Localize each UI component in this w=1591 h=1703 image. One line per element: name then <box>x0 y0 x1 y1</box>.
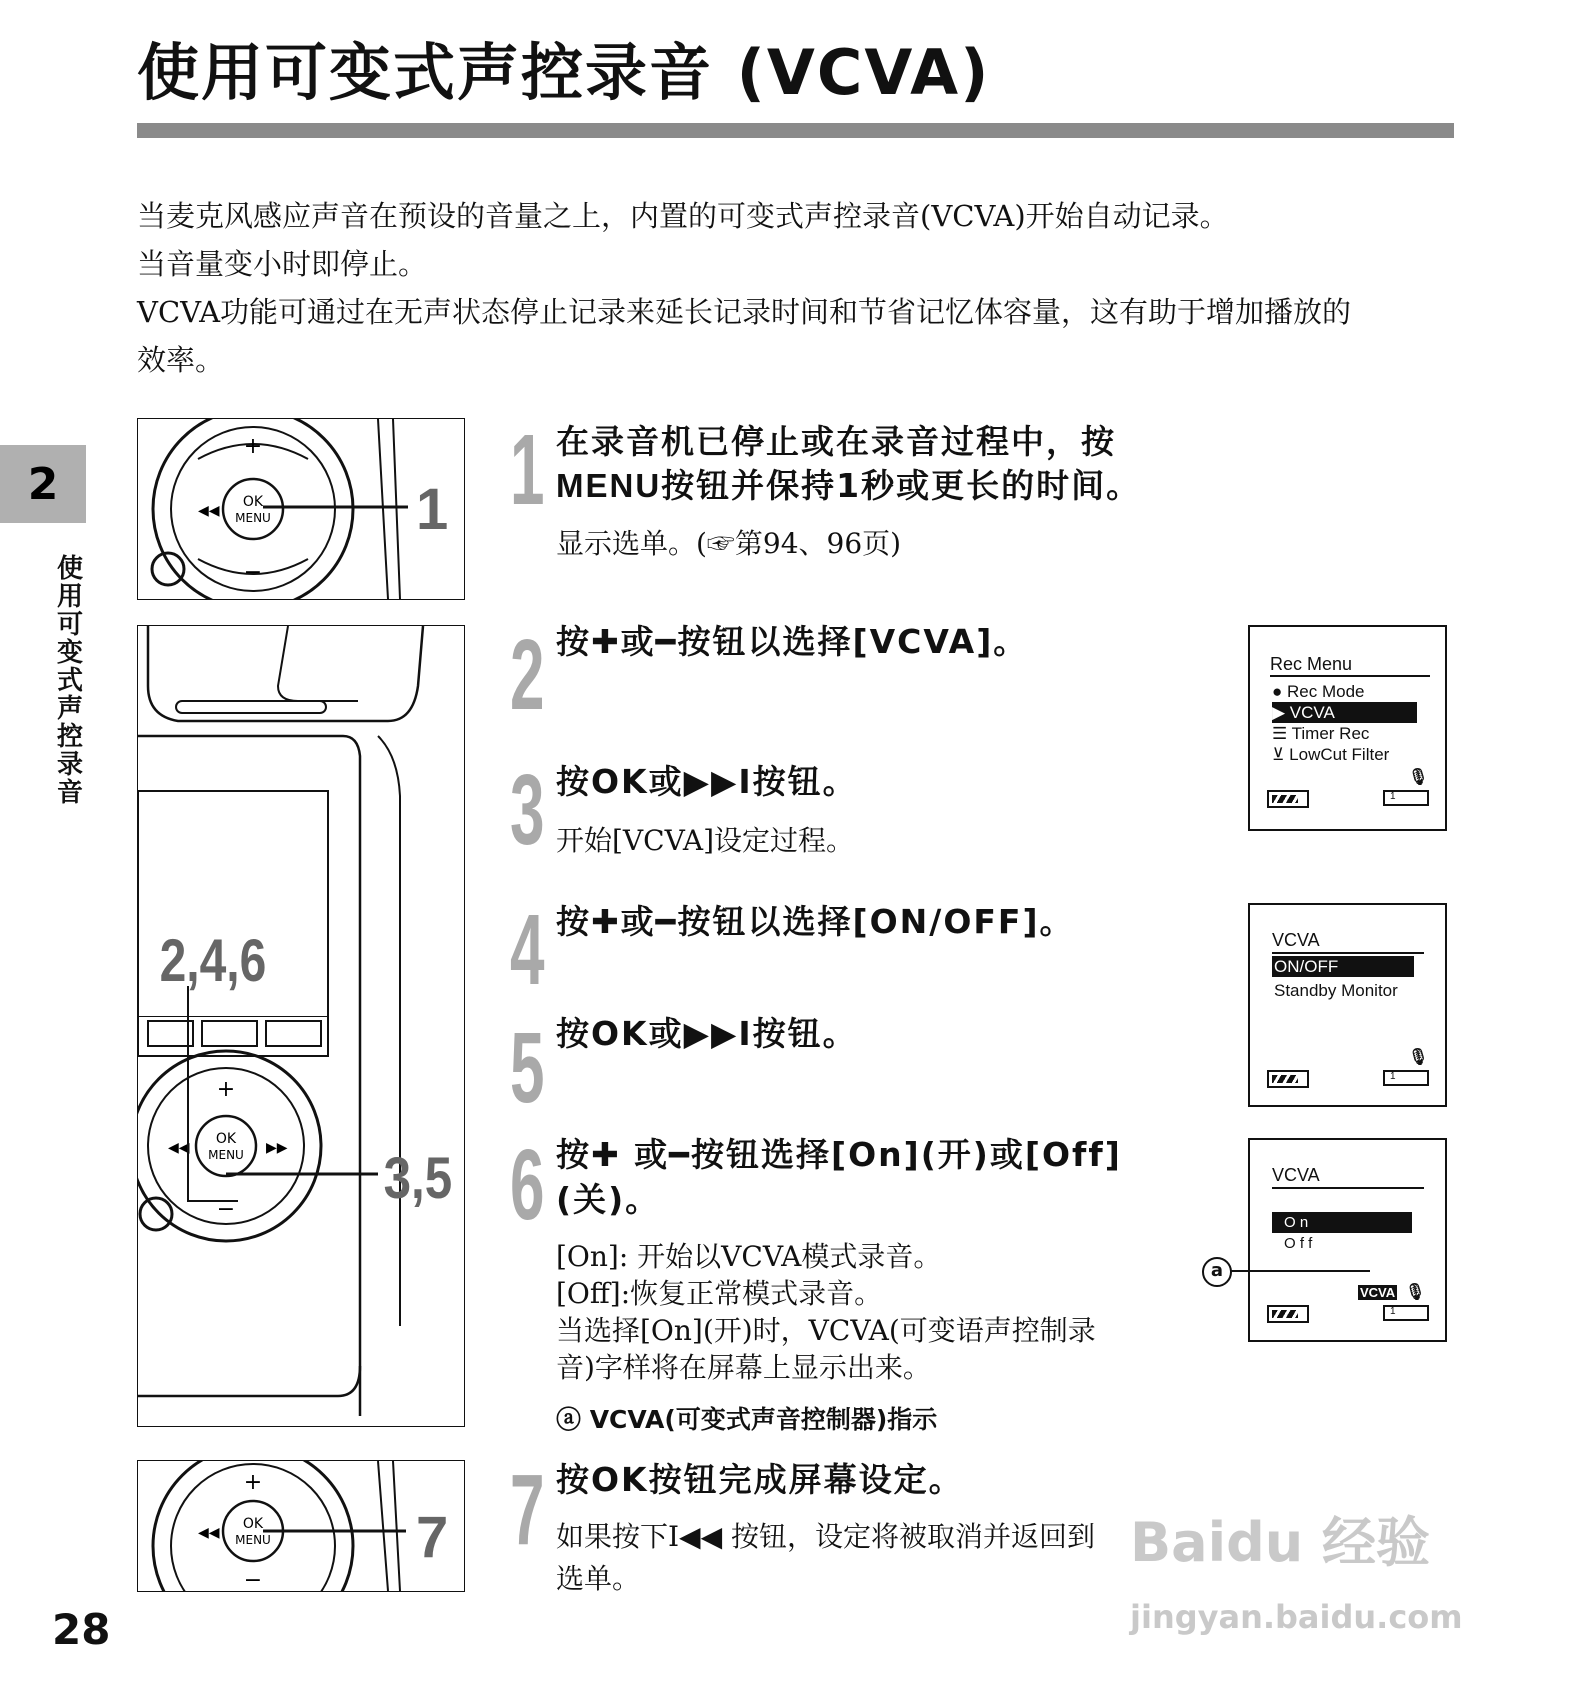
chapter-side-label <box>52 555 88 807</box>
memory-slot-indicator: 1 <box>1383 790 1429 806</box>
step-number-7: 7 <box>510 1454 545 1566</box>
memory-slot-indicator: 1 <box>1383 1070 1429 1086</box>
step-number-6: 6 <box>510 1129 545 1241</box>
svg-text:+: + <box>216 1077 236 1102</box>
watermark-url: jingyan.baidu.com <box>1130 1598 1463 1636</box>
ok-label: OK <box>242 494 264 510</box>
lcd-item-onoff-selected: ON/OFF <box>1272 956 1414 977</box>
side-char: 声 <box>56 694 83 724</box>
menu-label: MENU <box>235 1533 271 1547</box>
step-6-body-1: [On]: 开始以VCVA模式录音。 <box>556 1240 942 1273</box>
menu-label: MENU <box>208 1148 244 1162</box>
svg-text:◀◀: ◀◀ <box>198 503 220 519</box>
lcd-item-vcva-selected: ▶ VCVA <box>1272 702 1417 723</box>
step-3-heading: 按OK或▶▶I按钮。 <box>556 762 858 801</box>
svg-text:◀◀: ◀◀ <box>168 1140 190 1156</box>
step-6-heading-line-1: 按✚ 或━按钮选择[On](开)或[Off] <box>556 1135 1122 1174</box>
ok-label: OK <box>215 1131 237 1147</box>
svg-text:▶▶: ▶▶ <box>266 1140 288 1156</box>
page-number: 28 <box>52 1605 111 1654</box>
step-6-body-2: [Off]:恢复正常模式录音。 <box>556 1277 883 1310</box>
page-title: 使用可变式声控录音 (VCVA) <box>137 36 991 109</box>
title-divider <box>137 123 1454 138</box>
step-1-heading-line-2 <box>556 464 1141 508</box>
step-number-5: 5 <box>510 1012 545 1124</box>
step-number-2: 2 <box>510 619 545 731</box>
step-1-heading-line-1: 在录音机已停止或在录音过程中，按 <box>556 422 1116 461</box>
intro-line-3: VCVA功能可通过在无声状态停止记录来延长记录时间和节省记忆体容量，这有助于增加播放的 <box>137 295 1352 329</box>
vcva-indicator-badge: VCVA <box>1360 1285 1396 1300</box>
lcd-item-label: VCVA <box>1289 703 1335 722</box>
figure-2-callout-a: 2,4,6 <box>159 926 267 995</box>
side-char: 可 <box>56 610 83 640</box>
mic-sensitivity-icon: 🎙 <box>1408 769 1429 786</box>
mic-sensitivity-icon: 🎙 <box>1408 1049 1429 1066</box>
lcd-rec-menu <box>1248 625 1447 831</box>
figure-device <box>137 625 465 1427</box>
step-3-body: 开始[VCVA]设定过程。 <box>556 824 855 857</box>
intro-line-4: 效率。 <box>137 343 225 377</box>
lcd-item-label: LowCut Filter <box>1289 745 1390 764</box>
lcd-item-label: Timer Rec <box>1291 724 1370 743</box>
lcd-divider <box>1272 952 1424 954</box>
lcd-item-on-selected: O n <box>1272 1212 1412 1233</box>
step-number-1: 1 <box>510 414 545 526</box>
side-char: 用 <box>56 582 83 612</box>
step-6-note: ⓐ VCVA(可变式声音控制器)指示 <box>556 1405 938 1434</box>
lcd-item-rec-mode: ● Rec Mode <box>1272 682 1365 701</box>
lcd-title: VCVA <box>1272 1165 1320 1185</box>
ok-label: OK <box>242 1516 264 1532</box>
svg-text:+: + <box>243 1470 263 1495</box>
lcd-item-label: Rec Mode <box>1287 682 1365 701</box>
step-1-heading-text: 按钮并保持1秒或更长的时间。 <box>661 466 1142 505</box>
lcd-item-lowcut-filter: ⊻ LowCut Filter <box>1272 745 1390 764</box>
step-7-body-2: 选单。 <box>556 1562 641 1595</box>
svg-text:−: − <box>243 560 263 585</box>
lcd-title: Rec Menu <box>1270 654 1353 674</box>
lcd-divider <box>1270 675 1430 677</box>
battery-icon <box>1267 1070 1309 1088</box>
figure-2-callout-b: 3,5 <box>383 1146 453 1211</box>
step-6-body-3: 当选择[On](开)时，VCVA(可变语声控制录 <box>556 1314 1096 1347</box>
lcd-item-timer-rec: ☰ Timer Rec <box>1272 724 1370 743</box>
battery-icon <box>1267 1305 1309 1323</box>
step-6-heading-line-2: (关)。 <box>556 1180 661 1219</box>
step-7-heading: 按OK按钮完成屏幕设定。 <box>556 1460 964 1499</box>
step-6-body-4: 音)字样将在屏幕上显示出来。 <box>556 1351 931 1384</box>
svg-text:−: − <box>216 1197 236 1222</box>
side-char: 式 <box>56 666 83 696</box>
callout-a-line <box>1230 1270 1370 1272</box>
step-5-heading: 按OK或▶▶I按钮。 <box>556 1014 858 1053</box>
step-1-body: 显示选单。(☞第94、96页) <box>556 527 902 560</box>
step-7-body-1: 如果按下I◀◀ 按钮，设定将被取消并返回到 <box>556 1520 1096 1553</box>
svg-text:+: + <box>243 434 263 459</box>
side-char: 控 <box>56 722 83 752</box>
lcd-vcva-onoff <box>1248 1138 1447 1342</box>
figure-3-callout: 7 <box>416 1505 449 1570</box>
figure-step-7 <box>137 1460 465 1592</box>
lcd-divider <box>1272 1187 1424 1189</box>
svg-text:−: − <box>243 1568 263 1591</box>
menu-button-label: MENU <box>556 467 662 504</box>
side-char: 变 <box>56 638 83 668</box>
figure-step-1 <box>137 418 465 600</box>
side-char: 使 <box>56 554 83 584</box>
mic-sensitivity-icon: 🎙 <box>1405 1284 1426 1301</box>
lcd-item-off: O f f <box>1284 1235 1313 1252</box>
side-char: 音 <box>56 778 83 808</box>
chapter-tab: 2 <box>0 445 86 523</box>
step-4-heading: 按✚或━按钮以选择[ON/OFF]。 <box>556 902 1075 941</box>
step-2-heading: 按✚或━按钮以选择[VCVA]。 <box>556 622 1029 661</box>
watermark-logo: Baidu 经验 <box>1130 1511 1431 1574</box>
memory-slot-indicator: 1 <box>1383 1305 1429 1321</box>
intro-line-1: 当麦克风感应声音在预设的音量之上，内置的可变式声控录音(VCVA)开始自动记录。 <box>137 199 1229 233</box>
lcd-vcva-menu <box>1248 903 1447 1107</box>
svg-text:◀◀: ◀◀ <box>198 1525 220 1541</box>
lcd-title: VCVA <box>1272 930 1320 950</box>
menu-label: MENU <box>235 511 271 525</box>
step-number-4: 4 <box>510 894 545 1006</box>
battery-icon <box>1267 790 1309 808</box>
figure-1-callout: 1 <box>416 477 449 542</box>
intro-line-2: 当音量变小时即停止。 <box>137 247 428 281</box>
side-char: 录 <box>56 750 83 780</box>
lcd-item-standby-monitor: Standby Monitor <box>1274 981 1398 1000</box>
callout-a-marker: a <box>1202 1257 1232 1287</box>
step-number-3: 3 <box>510 754 545 866</box>
